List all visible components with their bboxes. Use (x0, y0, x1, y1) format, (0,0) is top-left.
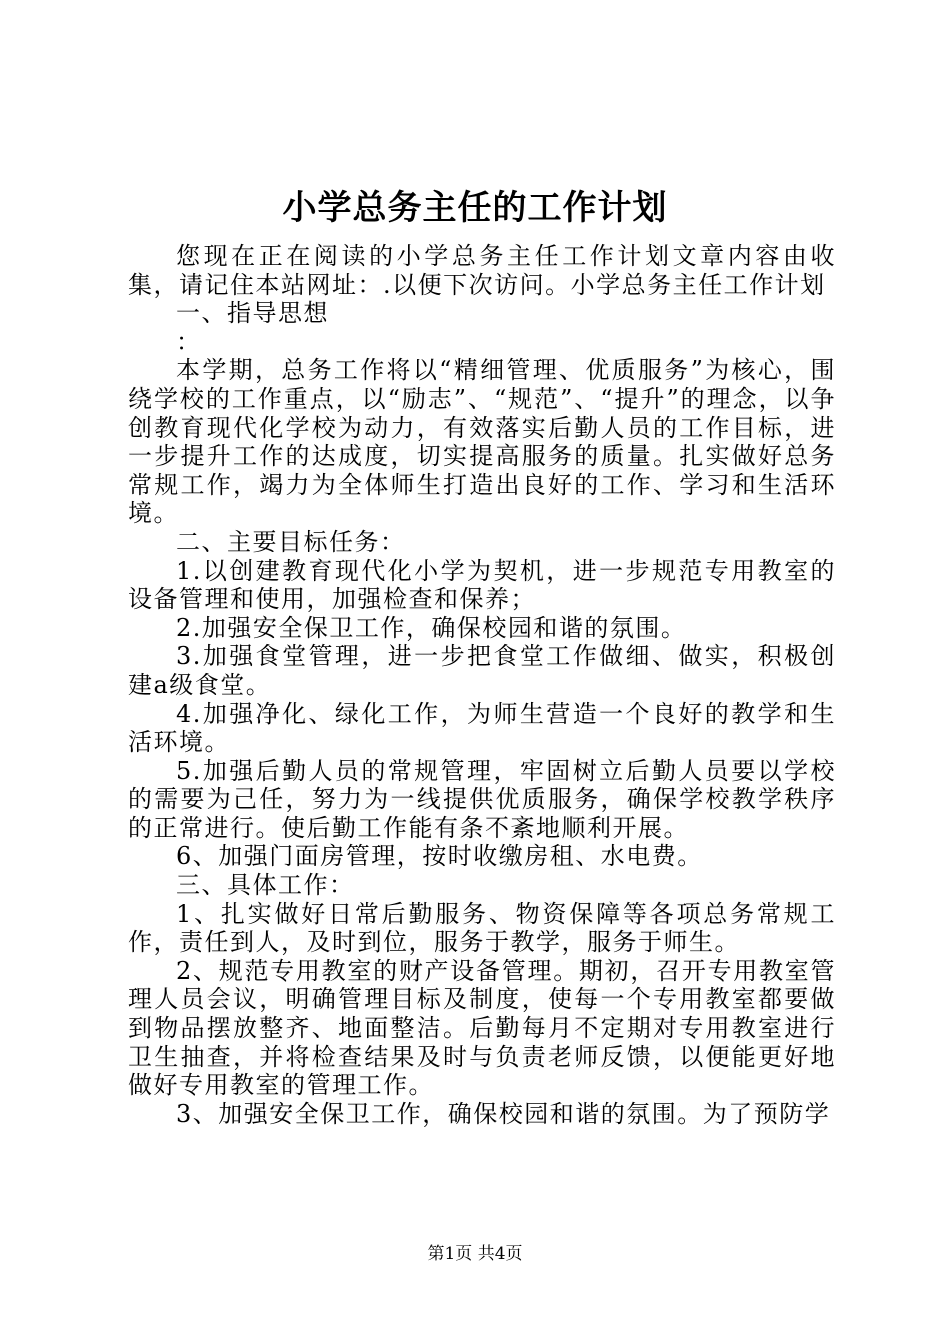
document-title: 小学总务主任的工作计划 (282, 188, 668, 228)
work-item-1: 1、扎实做好日常后勤服务、物资保障等各项总务常规工作，责任到人，及时到位，服务于教学，服务于师生。 (128, 899, 836, 957)
goal-item-3: 3.加强食堂管理，进一步把食堂工作做细、做实，积极创建a级食堂。 (128, 642, 836, 699)
page-footer: 第1页 共4页 (427, 1244, 523, 1264)
work-item-3: 3、加强安全保卫工作，确保校园和谐的氛围。为了预防学 (176, 1099, 831, 1128)
document-body (128, 242, 836, 1128)
work-item-2: 2、规范专用教室的财产设备管理。期初，召开专用教室管理人员会议，明确管理目标及制度，使每一个专用教室都要做到物品摆放整齐、地面整洁。后勤每月不定期对专用教室进行卫生抽查，并将检查结果及时与负责老师反馈，以便能更好地做好专用教室的管理工作。 (128, 956, 836, 1100)
goal-item-5: 5.加强后勤人员的常规管理，牢固树立后勤人员要以学校的需要为己任，努力为一线提供优质服务，确保学校教学秩序的正常进行。使后勤工作能有条不紊地顺利开展。 (128, 756, 836, 842)
goal-item-6: 6、加强门面房管理，按时收缴房租、水电费。 (176, 842, 703, 871)
heading-main-goals: 二、主要目标任务： (176, 527, 406, 556)
paragraph-guiding-content: 本学期，总务工作将以“精细管理、优质服务”为核心，围绕学校的工作重点，以“励志”、“规范”、“提升”的理念，以争创教育现代化学校为动力，有效落实后勤人员的工作目标，进一步提升工作的达成度，切实提高服务的质量。扎实做好总务常规工作，竭力为全体师生打造出良好的工作、学习和生活环境。 (128, 356, 836, 528)
heading-specific-work: 三、具体工作： (176, 871, 355, 900)
paragraph-intro: 您现在正在阅读的小学总务主任工作计划文章内容由收集，请记住本站网址：.以便下次访问。小学总务主任工作计划 (128, 242, 836, 299)
goal-item-2: 2.加强安全保卫工作，确保校园和谐的氛围。 (176, 613, 687, 642)
paragraph-colon: ： (176, 327, 202, 356)
heading-guiding-ideology: 一、指导思想 (176, 299, 329, 328)
goal-item-4: 4.加强净化、绿化工作，为师生营造一个良好的教学和生活环境。 (128, 699, 836, 757)
goal-item-1: 1.以创建教育现代化小学为契机，进一步规范专用教室的设备管理和使用，加强检查和保养； (128, 556, 836, 614)
